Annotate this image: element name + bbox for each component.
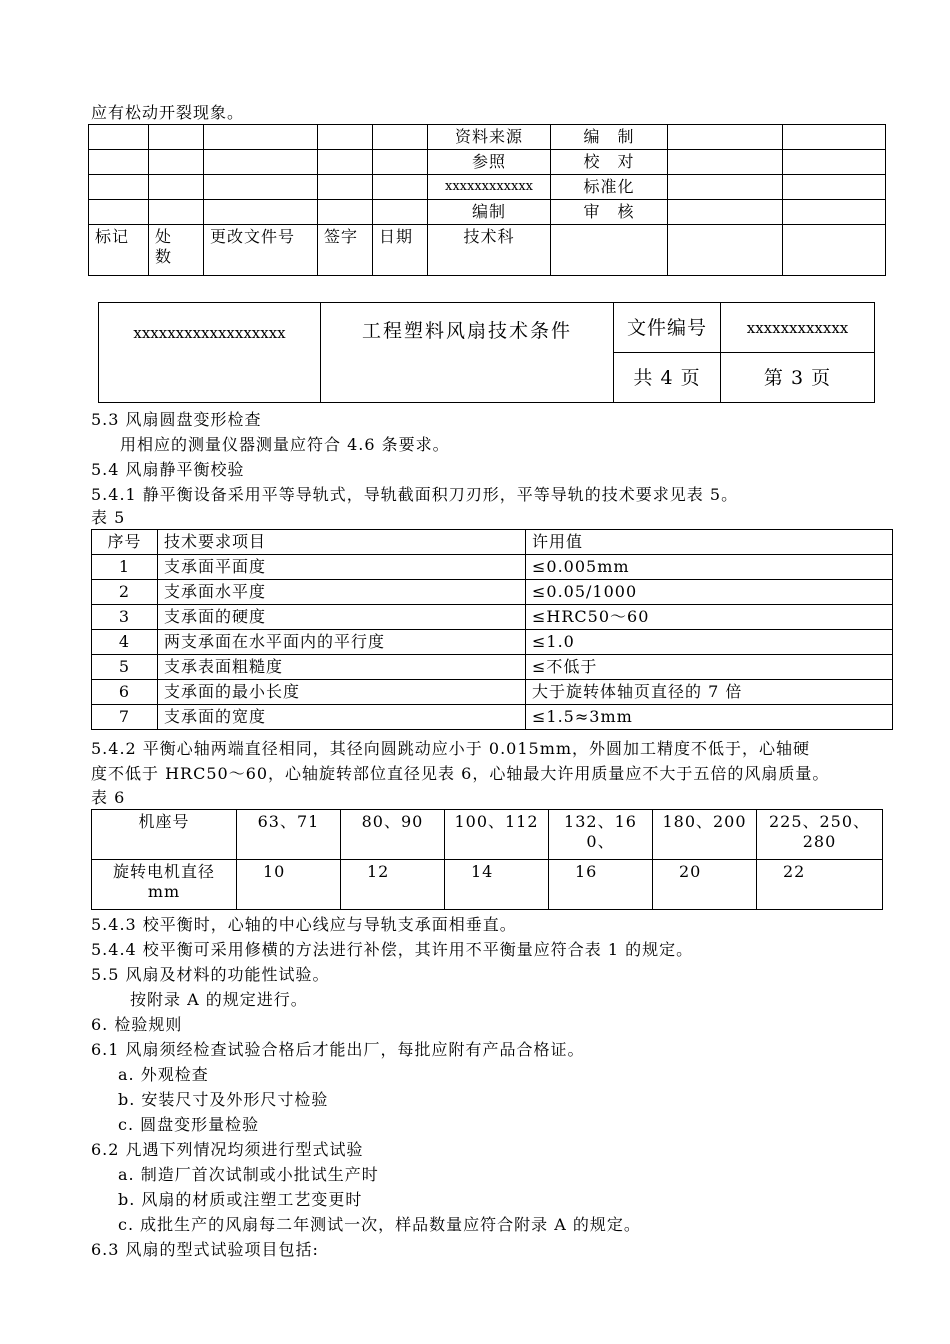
revision-row: [89, 175, 886, 200]
frame-label: 机座号: [92, 810, 237, 860]
table6-caption: 表 6: [91, 788, 126, 807]
table-cell: [204, 175, 318, 200]
table-row: [92, 705, 893, 730]
section-6-heading: 6. 检验规则: [91, 1015, 183, 1034]
table-cell: 20: [653, 860, 757, 910]
table-cell: [318, 125, 373, 150]
organization: xxxxxxxxxxxxxxxxxx: [99, 303, 321, 403]
table-cell: [318, 175, 373, 200]
tech-dept-label: 技术科: [428, 225, 551, 276]
page-number: 第 3 页: [721, 353, 875, 403]
review-label: 审 核: [551, 200, 668, 225]
section-6-1-text: 6.1 风扇须经检查试验合格后才能出厂，每批应附有产品合格证。: [91, 1040, 585, 1059]
table-6: [91, 809, 883, 910]
table-cell: [204, 200, 318, 225]
table-cell: 4: [92, 630, 158, 655]
table-row: [92, 555, 893, 580]
table-cell: ≤1.0: [526, 630, 893, 655]
table-cell: 1: [92, 555, 158, 580]
table-cell: 大于旋转体轴页直径的 7 倍: [526, 680, 893, 705]
compile-label: 编 制: [551, 125, 668, 150]
table-header: [92, 530, 893, 555]
table-row: [92, 680, 893, 705]
section-5-3-text: 用相应的测量仪器测量应符合 4.6 条要求。: [120, 435, 450, 454]
table-cell: 14: [445, 860, 549, 910]
table-cell: [149, 150, 204, 175]
table-cell: [373, 175, 428, 200]
section-5-3-heading: 5.3 风扇圆盘变形检查: [91, 410, 262, 429]
section-6-2-text: 6.2 凡遇下列情况均须进行型式试验: [91, 1140, 364, 1159]
table-cell: 6: [92, 680, 158, 705]
table-cell: 100、112: [445, 810, 549, 860]
table-cell: 技术要求项目: [158, 530, 526, 555]
table-cell: [783, 175, 886, 200]
table-5: [91, 529, 893, 730]
table-row: [92, 655, 893, 680]
table-cell: [149, 125, 204, 150]
total-pages: 共 4 页: [614, 353, 721, 403]
table-cell: [783, 125, 886, 150]
table-cell: [149, 175, 204, 200]
frame-row: [92, 810, 883, 860]
reference-code: xxxxxxxxxxxx: [428, 175, 551, 200]
table-cell: ≤1.5≈3mm: [526, 705, 893, 730]
table-cell: [89, 175, 149, 200]
compile-label-2: 编制: [428, 200, 551, 225]
reference-label: 参照: [428, 150, 551, 175]
table-row: [92, 605, 893, 630]
sign-label: 签字: [318, 225, 373, 276]
table-cell: 63、71: [237, 810, 341, 860]
table-cell: 支承面的硬度: [158, 605, 526, 630]
table-cell: 两支承面在水平面内的平行度: [158, 630, 526, 655]
check-label: 校 对: [551, 150, 668, 175]
list-item: a. 制造厂首次试制或小批试生产时: [118, 1165, 379, 1184]
table-row: [92, 580, 893, 605]
list-item: c. 成批生产的风扇每二年测试一次，样品数量应符合附录 A 的规定。: [118, 1215, 641, 1234]
diameter-label: 旋转电机直径mm: [92, 860, 237, 910]
document-header: [98, 302, 875, 403]
table-cell: [89, 125, 149, 150]
revision-row: [89, 125, 886, 150]
table-cell: 序号: [92, 530, 158, 555]
para-5-4-2-line2: 度不低于 HRC50～60，心轴旋转部位直径见表 6，心轴最大许用质量应不大于五倍的风扇质量。: [91, 764, 830, 783]
list-item: a. 外观检查: [118, 1065, 209, 1084]
list-item: b. 安装尺寸及外形尺寸检验: [118, 1090, 329, 1109]
table-cell: [204, 125, 318, 150]
section-5-4-1-text: 5.4.1 静平衡设备采用平等导轨式，导轨截面积刀刃形，平等导轨的技术要求见表 5。: [91, 485, 739, 504]
table-cell: 支承面平面度: [158, 555, 526, 580]
table-cell: [373, 150, 428, 175]
table-cell: [89, 200, 149, 225]
table-cell: [149, 200, 204, 225]
standardization-label: 标准化: [551, 175, 668, 200]
revision-block: [88, 124, 886, 276]
section-5-4-heading: 5.4 风扇静平衡校验: [91, 460, 245, 479]
section-5-5-heading: 5.5 风扇及材料的功能性试验。: [91, 965, 330, 984]
place-count-label: 处数: [149, 225, 204, 276]
table-cell: 支承表面粗糙度: [158, 655, 526, 680]
table-row: [92, 630, 893, 655]
table-cell: ≤HRC50～60: [526, 605, 893, 630]
table-cell: ≤不低于: [526, 655, 893, 680]
document-title: 工程塑料风扇技术条件: [321, 303, 614, 403]
table-cell: 支承面水平度: [158, 580, 526, 605]
table-cell: 3: [92, 605, 158, 630]
doc-number-label: 文件编号: [614, 303, 721, 353]
table-cell: [204, 150, 318, 175]
table-cell: [373, 200, 428, 225]
table-cell: 5: [92, 655, 158, 680]
table-cell: 7: [92, 705, 158, 730]
table5-caption: 表 5: [91, 508, 126, 527]
table-cell: 支承面的宽度: [158, 705, 526, 730]
doc-number: xxxxxxxxxxxx: [721, 303, 875, 353]
diameter-row: [92, 860, 883, 910]
table-cell: 16: [549, 860, 653, 910]
table-cell: 12: [341, 860, 445, 910]
table-cell: 180、200: [653, 810, 757, 860]
table-cell: [668, 200, 783, 225]
para-5-4-3: 5.4.3 校平衡时，心轴的中心线应与导轨支承面相垂直。: [91, 915, 517, 934]
table-cell: [318, 200, 373, 225]
revision-footer-row: [89, 225, 886, 276]
revision-row: [89, 150, 886, 175]
table-cell: 225、250、280: [757, 810, 883, 860]
table-cell: [668, 175, 783, 200]
source-label: 资料来源: [428, 125, 551, 150]
list-item: b. 风扇的材质或注塑工艺变更时: [118, 1190, 363, 1209]
revision-row: [89, 200, 886, 225]
table-cell: [373, 125, 428, 150]
table-cell: 10: [237, 860, 341, 910]
table-cell: [783, 225, 886, 276]
table-cell: [668, 225, 783, 276]
section-6-3-text: 6.3 风扇的型式试验项目包括:: [91, 1240, 319, 1259]
change-doc-label: 更改文件号: [204, 225, 318, 276]
table-cell: ≤0.005mm: [526, 555, 893, 580]
list-item: c. 圆盘变形量检验: [118, 1115, 260, 1134]
table-cell: [783, 150, 886, 175]
mark-label: 标记: [89, 225, 149, 276]
table-cell: [89, 150, 149, 175]
table-cell: [318, 150, 373, 175]
para-5-4-2-line1: 5.4.2 平衡心轴两端直径相同，其径向圆跳动应小于 0.015mm，外圆加工精度不低于，心轴硬: [91, 739, 811, 758]
table-cell: 80、90: [341, 810, 445, 860]
table-cell: 支承面的最小长度: [158, 680, 526, 705]
para-5-4-4: 5.4.4 校平衡可采用修横的方法进行补偿，其许用不平衡量应符合表 1 的规定。: [91, 940, 694, 959]
top-line: 应有松动开裂现象。: [91, 103, 245, 122]
table-row: [99, 303, 875, 353]
table-cell: ≤0.05/1000: [526, 580, 893, 605]
table-cell: [668, 125, 783, 150]
table-cell: 2: [92, 580, 158, 605]
table-cell: [668, 150, 783, 175]
table-cell: [551, 225, 668, 276]
section-5-5-text: 按附录 A 的规定进行。: [130, 990, 308, 1009]
table-cell: [783, 200, 886, 225]
date-label: 日期: [373, 225, 428, 276]
table-cell: 22: [757, 860, 883, 910]
table-cell: 许用值: [526, 530, 893, 555]
table-cell: 132、160、: [549, 810, 653, 860]
